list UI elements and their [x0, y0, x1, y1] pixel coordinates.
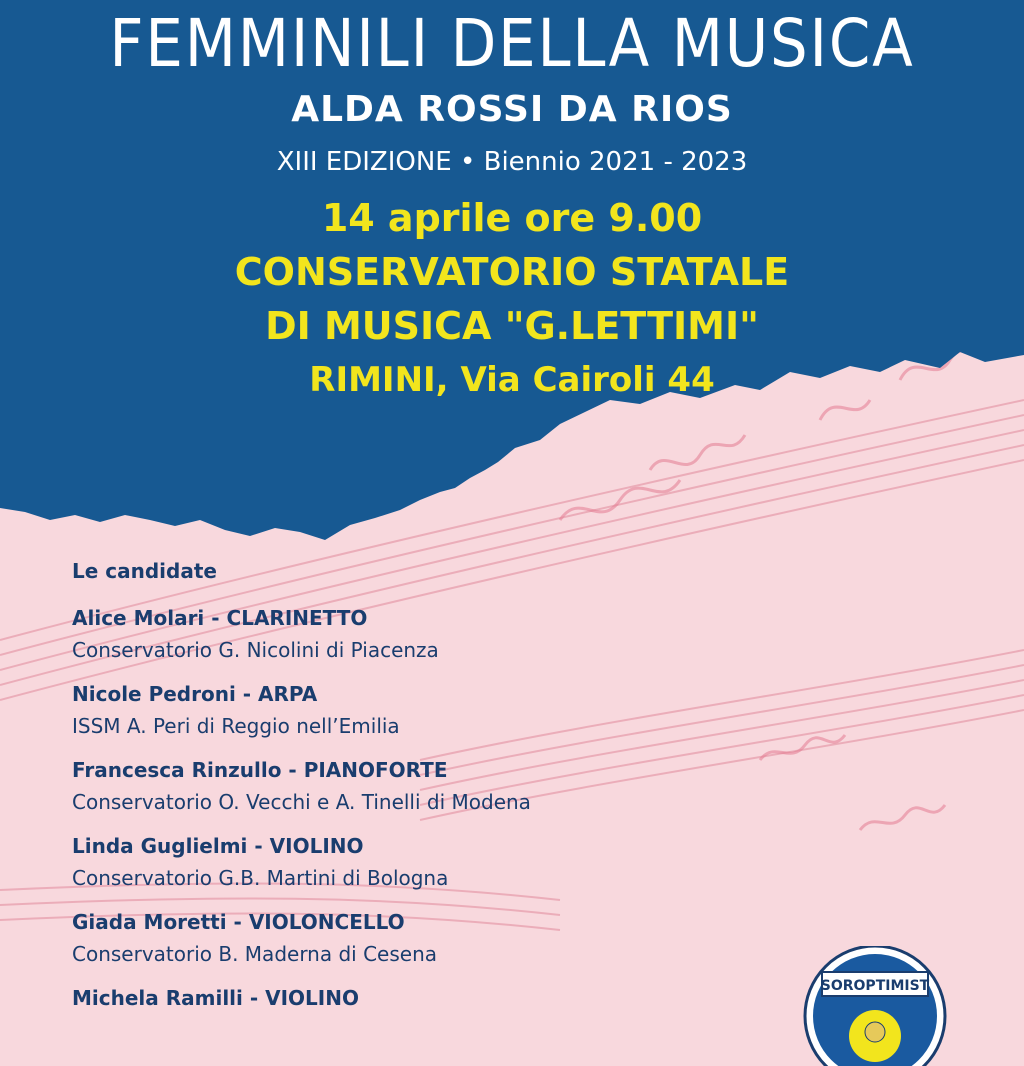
candidate-item: [72, 678, 792, 742]
candidate-name: Nicole Pedroni: [72, 682, 236, 706]
edition-label: XIII EDIZIONE • Biennio 2021 - 2023: [276, 147, 748, 177]
candidate-school: Conservatorio B. Maderna di Cesena: [72, 942, 438, 966]
candidate-separator: -: [226, 910, 249, 934]
candidate-school: Conservatorio G.B. Martini di Bologna: [72, 866, 449, 890]
candidate-instrument: ARPA: [258, 682, 318, 706]
candidate-instrument: VIOLONCELLO: [248, 910, 405, 934]
candidate-item: [72, 982, 792, 1014]
candidate-instrument: VIOLINO: [269, 834, 364, 858]
candidate-name: Giada Moretti: [72, 910, 227, 934]
candidate-name: Michela Ramilli: [72, 986, 243, 1010]
candidate-separator: -: [204, 606, 227, 630]
candidate-item: [72, 754, 792, 818]
candidate-separator: -: [247, 834, 270, 858]
event-date: 14 aprile ore 9.00: [321, 196, 703, 240]
candidate-separator: -: [242, 986, 266, 1010]
candidate-instrument: VIOLINO: [265, 986, 359, 1010]
candidate-name: Francesca Rinzullo: [72, 758, 282, 782]
candidates-heading: Le candidate: [72, 559, 217, 583]
candidate-separator: -: [281, 758, 304, 782]
candidate-name: Alice Molari: [72, 606, 205, 630]
event-venue-line2: DI MUSICA "G.LETTIMI": [265, 304, 759, 348]
candidates-list: [72, 556, 792, 1026]
soroptimist-logo-icon: [800, 946, 950, 1066]
event-venue-line1: CONSERVATORIO STATALE: [234, 250, 790, 294]
candidate-school: ISSM A. Peri di Reggio nell’Emilia: [72, 714, 400, 738]
candidate-item: [72, 830, 792, 894]
candidate-name: Linda Guglielmi: [72, 834, 248, 858]
candidate-separator: -: [235, 682, 259, 706]
candidate-instrument: PIANOFORTE: [303, 758, 448, 782]
candidate-item: [72, 906, 792, 970]
candidate-item: [72, 602, 792, 666]
event-address: RIMINI, Via Cairoli 44: [309, 360, 715, 400]
poster-subtitle: ALDA ROSSI DA RIOS: [291, 89, 733, 130]
logo-text: SOROPTIMIST: [820, 978, 930, 994]
candidate-school: Conservatorio G. Nicolini di Piacenza: [72, 638, 439, 662]
poster-title: FEMMINILI DELLA MUSICA: [109, 5, 915, 82]
candidate-school: Conservatorio O. Vecchi e A. Tinelli di Modena: [72, 790, 531, 814]
candidate-instrument: CLARINETTO: [226, 606, 368, 630]
